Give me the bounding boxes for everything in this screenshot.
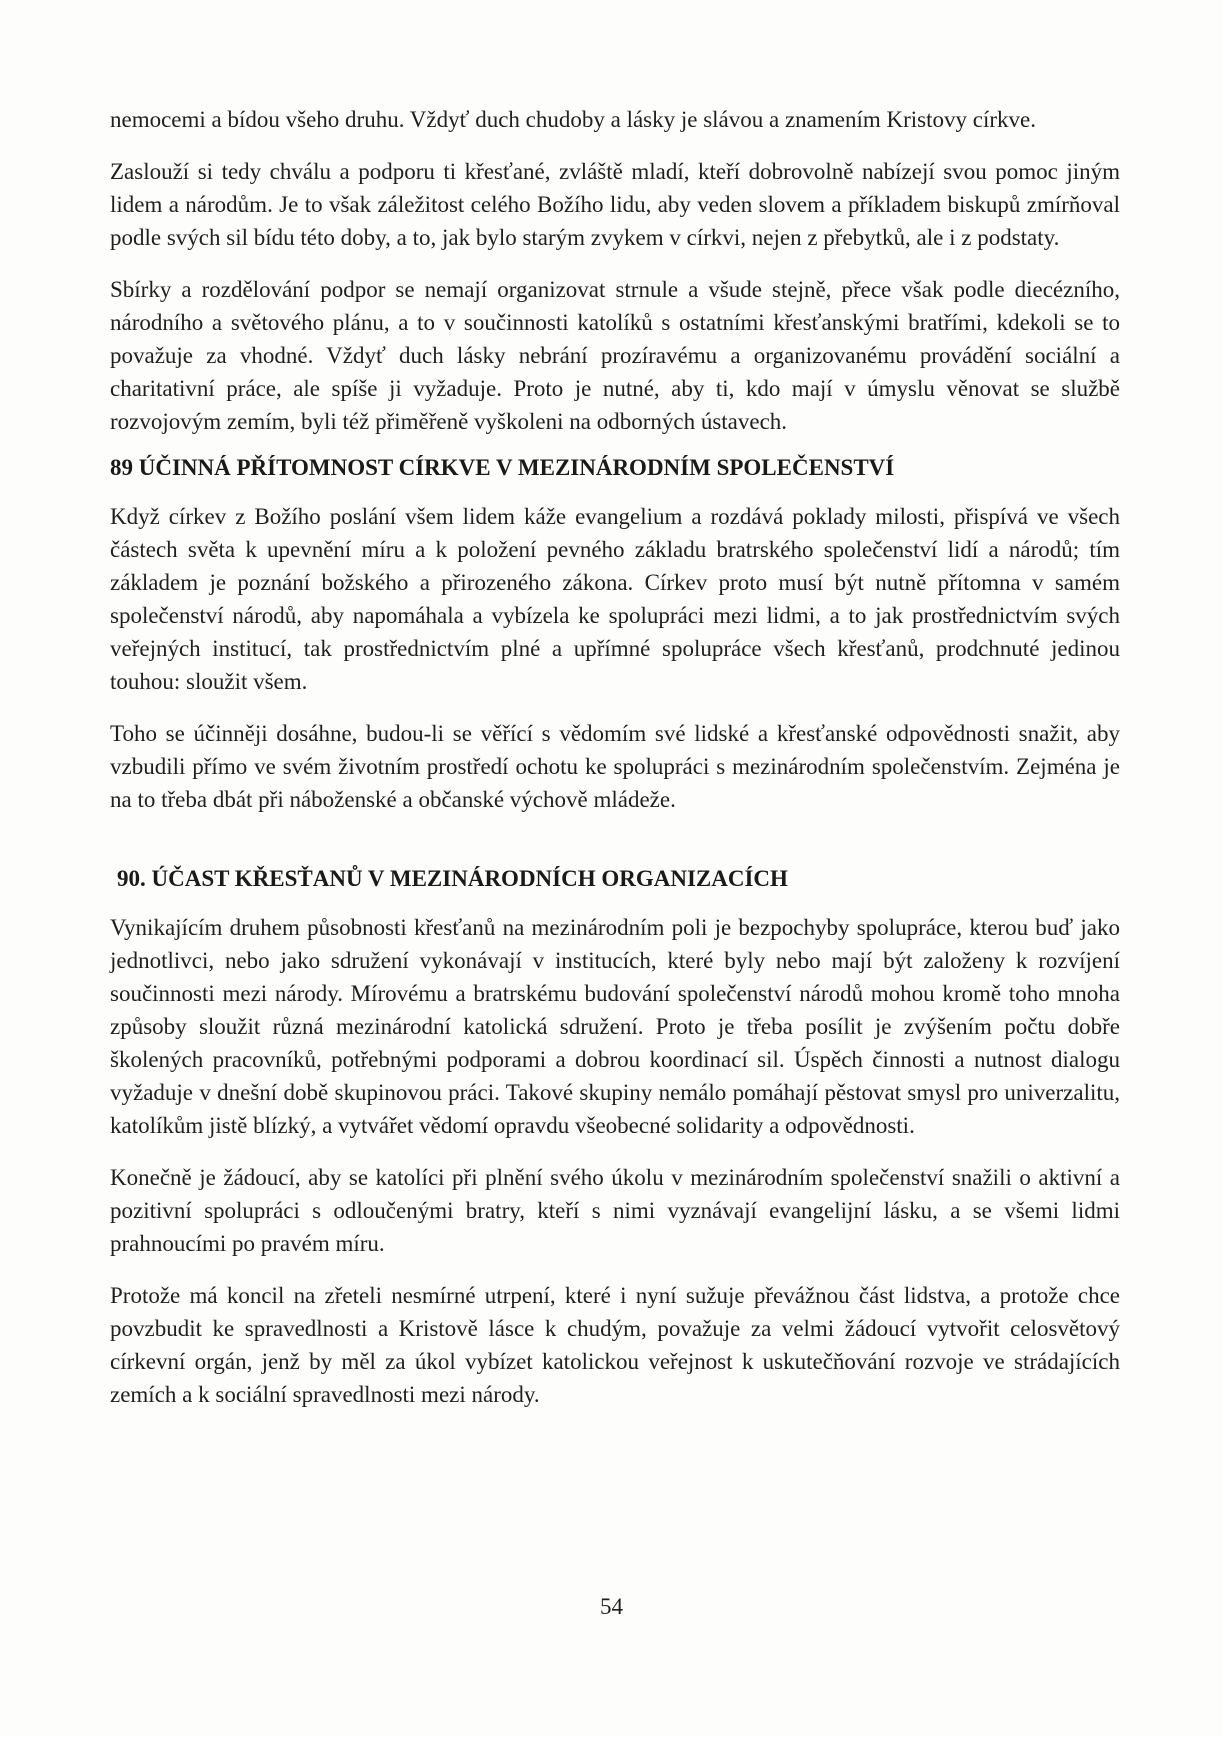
page-number: 54 bbox=[600, 1594, 623, 1619]
paragraph: nemocemi a bídou všeho druhu. Vždyť duch chudoby a lásky je slávou a znamením Kristovy církve. bbox=[110, 107, 1036, 132]
section-heading-90: 90. ÚČAST KŘESŤANŮ V MEZINÁRODNÍCH ORGANIZACÍCH bbox=[117, 866, 788, 891]
paragraph: Toho se účinněji dosáhne, budou-li se věřící s vědomím své lidské a křesťanské odpovědnosti snažit, aby vzbudili přímo ve svém životním prostředí ochotu ke spolupráci s mezinárodním společenstvím. Zejména je na to třeba dbát při náboženské a občanské výchově mládeže. bbox=[110, 721, 1120, 812]
page-body bbox=[110, 103, 1120, 1430]
paragraph: Protože má koncil na zřeteli nesmírné utrpení, které i nyní sužuje převážnou část lidstva, a protože chce povzbudit ke spravedlnosti a Kristově lásce k chudým, považuje za velmi žádoucí vytvořit celosvětový církevní orgán, jenž by měl za úkol vybízet katolickou veřejnost k uskutečňování rozvoje ve strádajících zemích a k sociální spravedlnosti mezi národy. bbox=[110, 1283, 1120, 1407]
paragraph: Zaslouží si tedy chválu a podporu ti křesťané, zvláště mladí, kteří dobrovolně nabízejí svou pomoc jiným lidem a národům. Je to však záležitost celého Božího lidu, aby veden slovem a příkladem biskupů zmírňoval podle svých sil bídu této doby, a to, jak bylo starým zvykem v církvi, nejen z přebytků, ale i z podstaty. bbox=[110, 159, 1120, 250]
paragraph: Konečně je žádoucí, aby se katolíci při plnění svého úkolu v mezinárodním společenství snažili o aktivní a pozitivní spolupráci s odloučenými bratry, kteří s nimi vyznávají evangelijní lásku, a se všemi lidmi prahnoucími po pravém míru. bbox=[110, 1165, 1120, 1256]
paragraph: Když církev z Božího poslání všem lidem káže evangelium a rozdává poklady milosti, přispívá ve všech částech světa k upevnění míru a k položení pevného základu bratrského společenství lidí a národů; tím základem je poznání božského a přirozeného zákona. Církev proto musí být nutně přítomna v samém společenství národů, aby napomáhala a vybízela ke spolupráci mezi lidmi, a to jak prostřednictvím svých veřejných institucí, tak prostřednictvím plné a upřímné spolupráce všech křesťanů, prodchnuté jedinou touhou: sloužit všem. bbox=[110, 504, 1120, 694]
section-heading-89: 89 ÚČINNÁ PŘÍTOMNOST CÍRKVE V MEZINÁRODNÍM SPOLEČENSTVÍ bbox=[110, 455, 895, 480]
paragraph: Sbírky a rozdělování podpor se nemají organizovat strnule a všude stejně, přece však podle diecézního, národního a světového plánu, a to v součinnosti katolíků s ostatními křesťanskými bratřími, kdekoli se to považuje za vhodné. Vždyť duch lásky nebrání prozíravému a organizovanému provádění sociální a charitativní práce, ale spíše ji vyžaduje. Proto je nutné, aby ti, kdo mají v úmyslu věnovat se službě rozvojovým zemím, byli též přiměřeně vyškoleni na odborných ústavech. bbox=[110, 277, 1120, 434]
paragraph: Vynikajícím druhem působnosti křesťanů na mezinárodním poli je bezpochyby spolupráce, kterou buď jako jednotlivci, nebo jako sdružení vykonávají v institucích, které byly nebo mají být založeny k rozvíjení součinnosti mezi národy. Mírovému a bratrskému budování společenství národů mohou kromě toho mnoha způsoby sloužit různá mezinárodní katolická sdružení. Proto je třeba posílit je zvýšením počtu dobře školených pracovníků, potřebnými podporami a dobrou koordinací sil. Úspěch činnosti a nutnost dialogu vyžaduje v dnešní době skupinovou práci. Takové skupiny nemálo pomáhají pěstovat smysl pro univerzalitu, katolíkům jistě blízký, a vytvářet vědomí opravdu všeobecné solidarity a odpovědnosti. bbox=[110, 915, 1120, 1138]
